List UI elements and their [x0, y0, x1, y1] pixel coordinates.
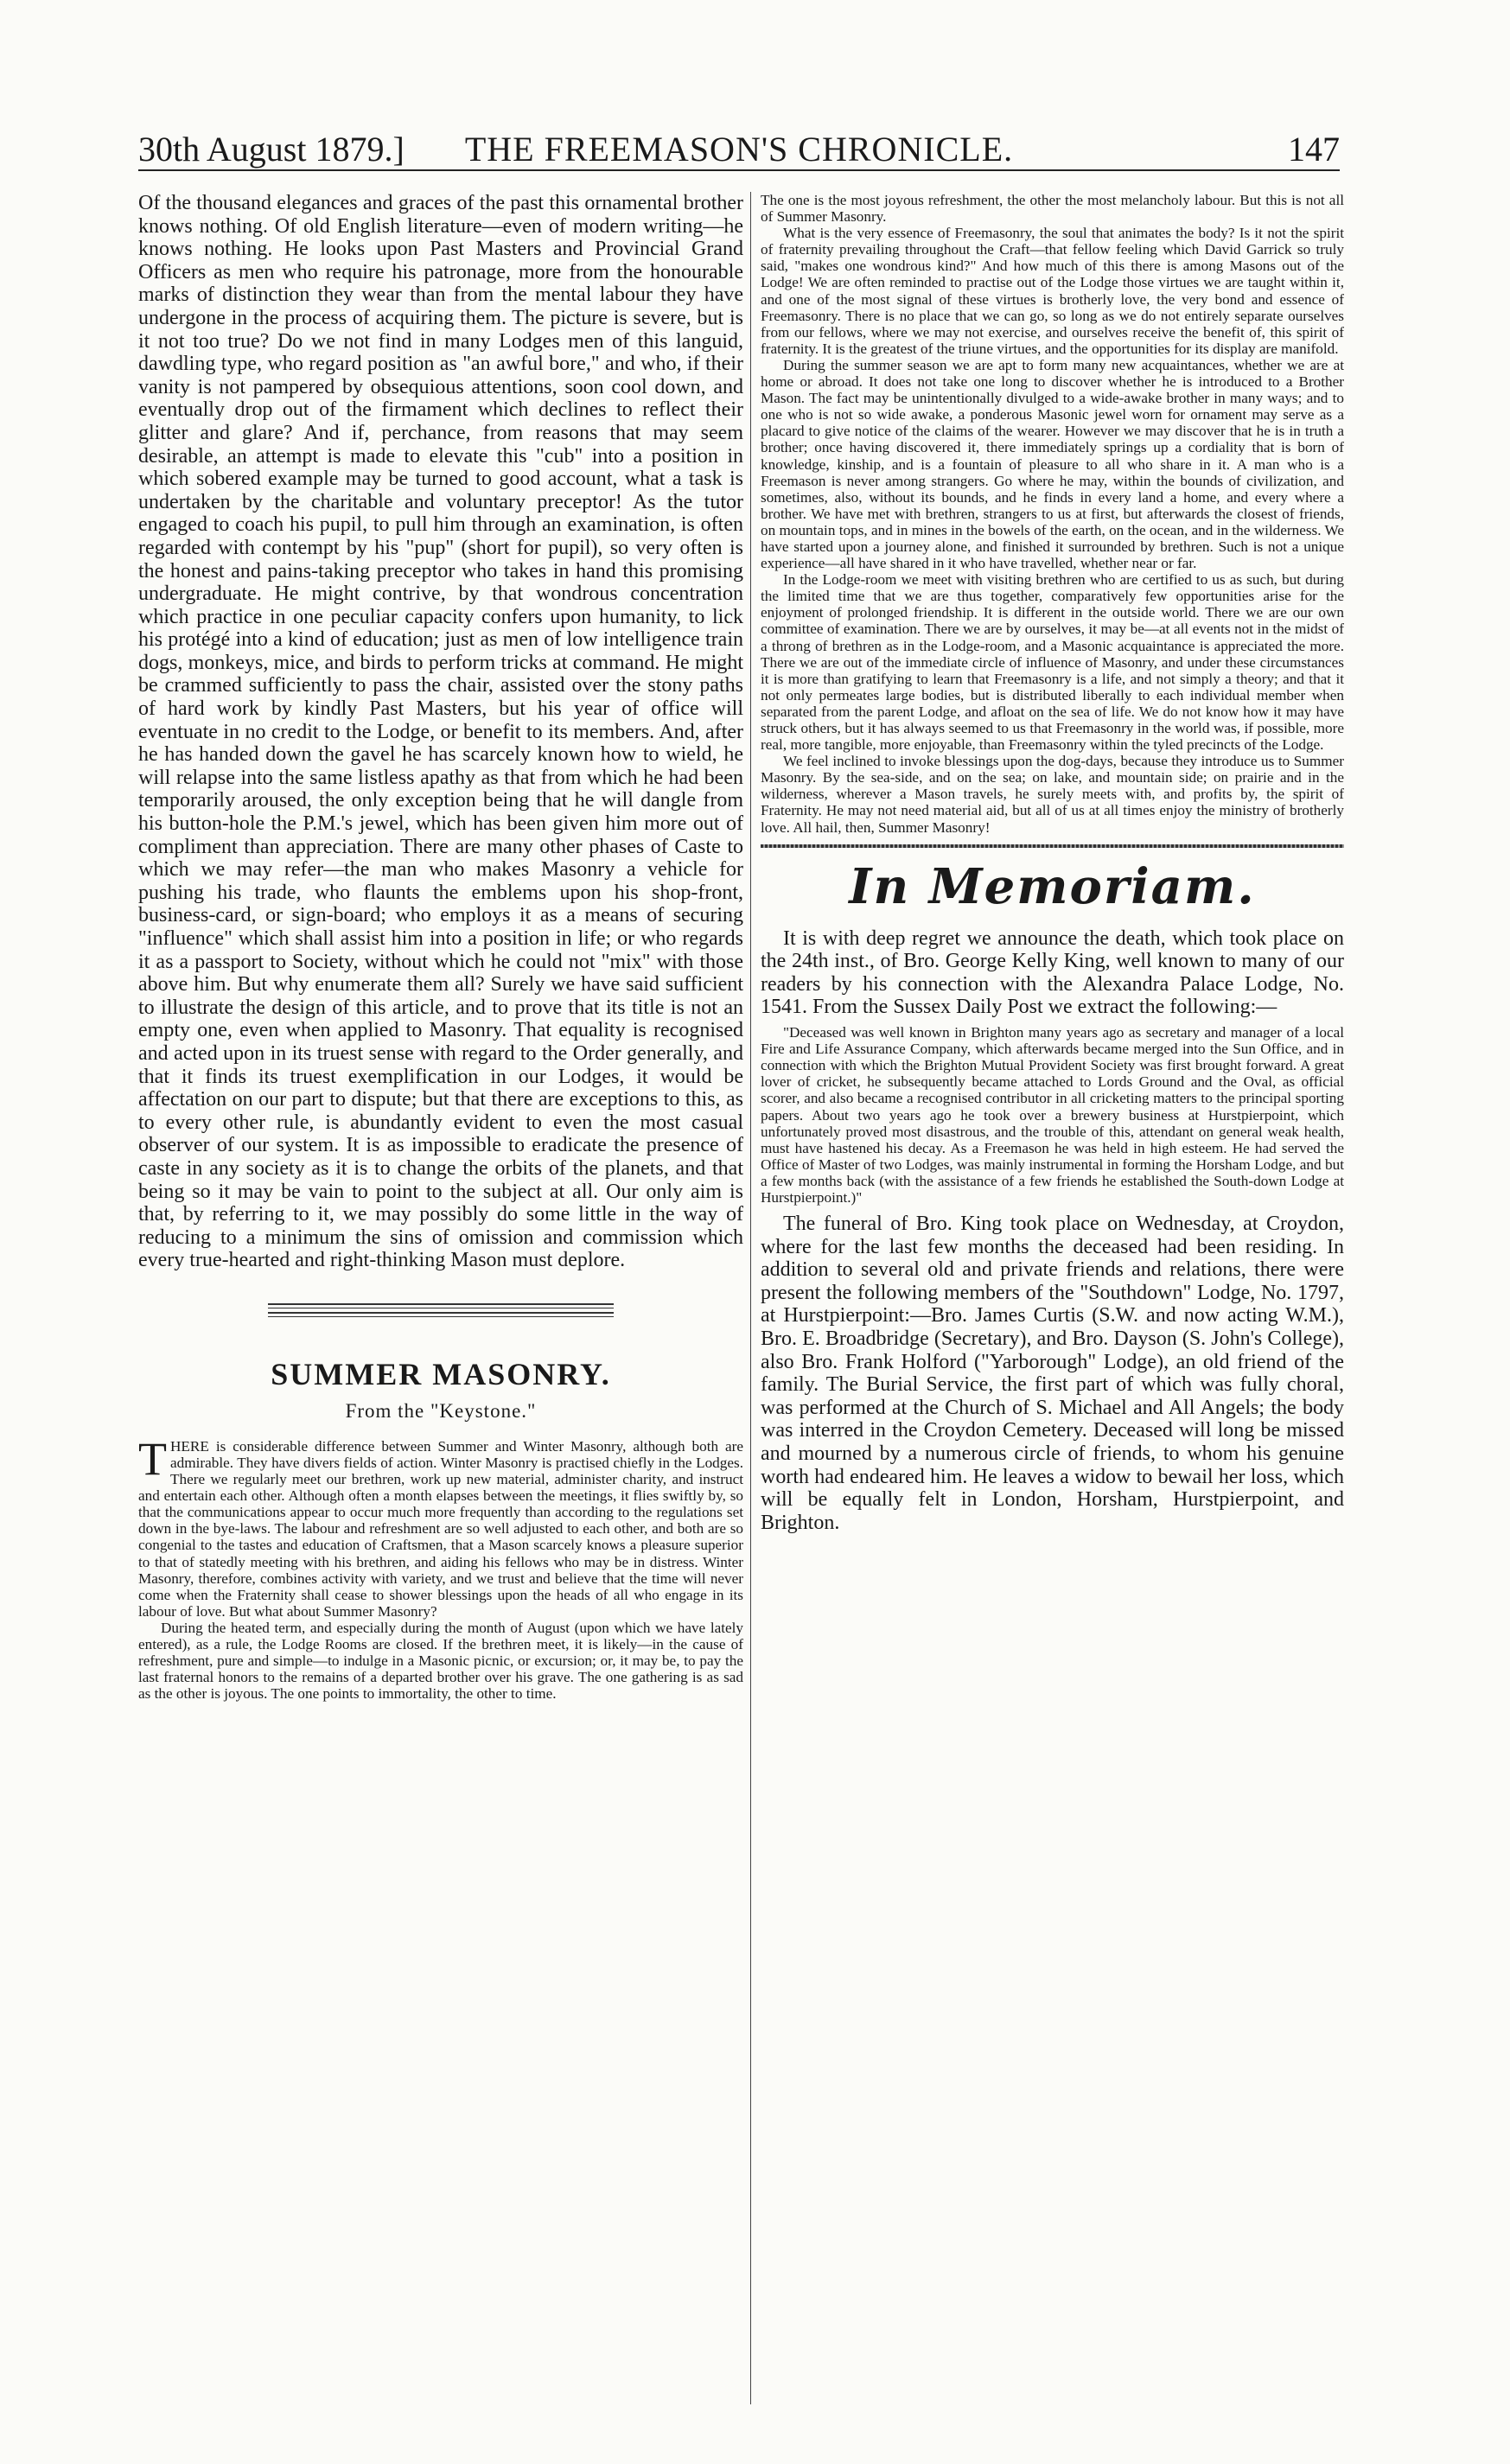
- summer-masonry-paragraph-5: During the summer season we are apt to form many new acquaintances, whether we are at home or abroad. It does not take one long to discover whether he is introduced to a Brother Mason. The fact may be unintentionally divulged to a wide-awake brother in many ways; and to one who is not so wide awake, a ponderous Masonic jewel worn for ornament may serve as a placard to give notice of the claims of the wearer. However we may discover that he is in truth a brother; once having discovered it, there immediately springs up a cordiality that is born of knowledge, kinship, and is a fountain of pleasure to all who share in it. A man who is a Freemason is never among strangers. Go where he may, within the bounds of civilization, and sometimes, also, without its bounds, and he finds in every land a home, and every where a brother. We have met with brethren, strangers to us at first, but afterwards the closest of friends, on mountain tops, and in mines in the bowels of the earth, on the ocean, and in the wilderness. We have started upon a journey alone, and finished it surrounded by brethren. Such is not a unique experience—all have shared in it who have travelled, whether near or far.: [761, 356, 1344, 572]
- memoriam-quote: "Deceased was well known in Brighton many years ago as secretary and manager of a local Fire and Life Assurance Company, which afterwards became merged into the Sun Office, and in connection with which the Brighton Mutual Provident Society was first brought forward. A great lover of cricket, he subsequently became attached to Lords Ground and the Oval, as official scorer, and also became a recognised contributor in all cricketing matters to the principal sporting papers. About two years ago he took over a brewery business at Hurstpierpoint, which unfortunately proved most disastrous, and the trouble of this, attendant on general weak health, must have hastened his decay. As a Freemason he was held in high esteem. He had served the Office of Master of two Lodges, was mainly instrumental in forming the Horsham Lodge, and but a few months back (with the assistance of a few friends he established the South-down Lodge at Hurstpierpoint.)": [761, 1024, 1344, 1206]
- section-rule: [268, 1303, 614, 1317]
- summer-masonry-source: From the "Keystone.": [345, 1399, 537, 1422]
- in-memoriam-title: In Memoriam.: [849, 857, 1256, 915]
- page-header: [138, 130, 1340, 171]
- summer-masonry-paragraph-7: We feel inclined to invoke blessings upon the dog-days, because they introduce us to Summer Masonry. By the sea-side, and on the sea; on lake, and mountain side; on prairie and in the wilderness, wherever a Mason travels, he surely meets with, and profits by, the spirit of Fraternity. He may not need material aid, but all of us at all times enjoy the ministry of brotherly love. All hail, then, Summer Masonry!: [761, 753, 1344, 836]
- summer-masonry-title: SUMMER MASONRY.: [271, 1356, 611, 1391]
- right-column: [761, 192, 1344, 2413]
- summer-masonry-paragraph-4: What is the very essence of Freemasonry, the soul that animates the body? Is it not the spirit of fraternity prevailing throughout the Craft—that fellow feeling which David Garrick so truly said, "makes one wondrous kind?" And how much of this there is among Masons out of the Lodge! We are often reminded to practise out of the Lodge those virtues we are taught within it, and one of the most signal of these virtues is brotherly love, the very bond and essence of Freemasonry. There is no place that we can go, so long as we do not entirely separate ourselves from our fellows, where we may not exercise, and ourselves receive the benefit of, this spirit of fraternity. It is the greatest of the triune virtues, and the opportunities for its display are manifold.: [761, 225, 1344, 357]
- memoriam-paragraph-2: The funeral of Bro. King took place on Wednesday, at Croydon, where for the last few months the deceased had been residing. In addition to several old and private friends and relations, there were present the following members of the "Southdown" Lodge, No. 1797, at Hurstpierpoint:—Bro. James Curtis (S.W. and now acting W.M.), Bro. E. Broadbridge (Secretary), and Bro. Dayson (S. John's College), also Bro. Frank Holford ("Yarborough" Lodge), an old friend of the family. The Burial Service, the first part of which was fully choral, was performed at the Church of S. Michael and All Angels; the body was interred in the Croydon Cemetery. Deceased will long be missed and mourned by a numerous circle of friends, to whom his genuine worth had endeared him. He leaves a widow to bewail her loss, which will be equally felt in London, Horsham, Hurstpierpoint, and Brighton.: [761, 1213, 1344, 1534]
- issue-date: 30th August 1879.]: [138, 130, 405, 169]
- summer-masonry-paragraph-3: The one is the most joyous refreshment, the other the most melancholy labour. But this is not all of Summer Masonry.: [761, 192, 1344, 226]
- left-column: [138, 192, 743, 2413]
- section-separator: [761, 844, 1344, 848]
- publication-title: THE FREEMASON'S CHRONICLE.: [464, 130, 1014, 169]
- summer-masonry-paragraph-2: During the heated term, and especially during the month of August (upon which we have lately entered), as a rule, the Lodge Rooms are closed. If the brethren meet, it is likely—in the cause of refreshment, pure and simple—to indulge in a Masonic picnic, or excursion; or, it may be, to pay the last fraternal honors to the remains of a departed brother over his grave. The one gathering is as sad as the other is joyous. The one points to immortality, the other to time.: [138, 1619, 743, 1703]
- summer-p1-text: HERE is considerable difference between Summer and Winter Masonry, although both are admirable. They have divers fields of action. Winter Masonry is practised chiefly in the Lodges. There we regularly meet our brethren, work up new material, administer charity, and instruct and entertain each other. Although often a month elapses between the meetings, it flies swiftly by, so that the communications appear to occur much more frequently than according to the regulations set down in the bye-laws. The labour and refreshment are so well adjusted to each other, and both are so congenial to the tastes and education of Craftsmen, that a Mason scarcely knows a pleasure superior to that of statedly meeting with his brethren, and aiding his fellows who may be in distress. Winter Masonry, therefore, combines activity with variety, and we trust and believe that the time will never come when the Fraternity shall cease to shower blessings upon the heads of all who engage in its labour of love. But what about Summer Masonry?: [138, 1437, 743, 1620]
- memoriam-paragraph-1: It is with deep regret we announce the death, which took place on the 24th inst., of Bro. George Kelly King, well known to many of our readers by his connection with the Alexandra Palace Lodge, No. 1541. From the Sussex Daily Post we extract the following:—: [761, 926, 1344, 1019]
- page-number: 147: [1288, 130, 1340, 169]
- summer-masonry-paragraph-1: [138, 1432, 743, 1620]
- column-divider: [750, 192, 751, 2404]
- drop-cap: T: [138, 1432, 167, 1485]
- continued-article-text: Of the thousand elegances and graces of the past this ornamental brother knows nothing. Of old English literature—even of modern writing—he knows nothing. He looks upon Past Masters and Provincial Grand Officers as men who require his patronage, more from the honourable marks of distinction they wear than from the mental labour they have undergone in the process of acquiring them. The picture is severe, but is it not too true? Do we not find in many Lodges men of this languid, dawdling type, who regard position as "an awful bore," and who, if their vanity is not pampered by obsequious attentions, soon cool down, and eventually drop out of the firmament which declines to reflect their glitter and glare? And if, perchance, from reasons that may seem desirable, an attempt is made to elevate this "cub" into a position in which sobered example may be turned to good account, what a task is undertaken by the charitable and voluntary preceptor! As the tutor engaged to coach his pupil, to pull him through an examination, is often regarded with contempt by his "pup" (short for pupil), so very often is the honest and pains-taking preceptor who takes in hand this promising undergraduate. He might contrive, by that wondrous concentration which practice in one peculiar capacity confers upon humanity, to lick his protégé into a kind of education; just as men of low intelligence train dogs, monkeys, mice, and birds to perform tricks at command. He might be crammed sufficiently to pass the chair, assisted over the stony paths of hard work by kindly Past Masters, but his year of office will eventuate in no credit to the Lodge, or benefit to its members. And, after he has handed down the gavel he has scarcely known how to wield, he will relapse into the same listless apathy as that from which he had been temporarily aroused, the only exception being that he will dangle from his button-hole the P.M.'s jewel, which has been given him more out of compliment than appreciation. There are many other phases of Caste to which we may refer—the man who makes Masonry a vehicle for pushing his trade, who flaunts the emblems upon his shop-front, business-card, or sign-board; who employs it as a means of securing "influence" which shall assist him into a position in life; or who regards it as a passport to Society, without which he could not "mix" with those above him. But why enumerate them all? Surely we have said sufficient to illustrate the design of this article, and to prove that its title is not an empty one, even when applied to Masonry. That equality is recognised and acted upon in its truest sense with regard to the Order generally, and that it finds its truest exemplification in our Lodges, it would be affectation on our part to dispute; but that there are exceptions to this, as to every other rule, is abundantly evident to even the most casual observer of our system. It is as impossible to eradicate the presence of caste in any society as it is to change the orbits of the planets, and that being so it may be vain to point to the subject at all. Our only aim is that, by referring to it, we may possibly do some little in the way of reducing to a minimum the sins of omission and commission which every true-hearted and right-thinking Mason must deplore.: [138, 192, 743, 1272]
- summer-masonry-paragraph-6: In the Lodge-room we meet with visiting brethren who are certified to us as such, but during the limited time that we are thus together, comparatively few opportunities arise for the enjoyment of prolonged friendship. It is different in the outside world. There we are our own committee of examination. There we are by ourselves, it may be—at all events not in the midst of a throng of brethren as in the Lodge-room, and a Masonic acquaintance is appreciated the more. There we are out of the immediate circle of influence of Masonry, and under these circumstances it is more than gratifying to learn that Freemasonry is a life, and not simply a theory; and that it not only permeates large bodies, but is distributed liberally to each individual member when separated from the parent Lodge, and afloat on the sea of life. We do not know how it may have struck others, but it has always seemed to us that Freemasonry in the world was, if possible, more real, more tangible, more enjoyable, than Freemasonry within the tyled precincts of the Lodge.: [761, 571, 1344, 754]
